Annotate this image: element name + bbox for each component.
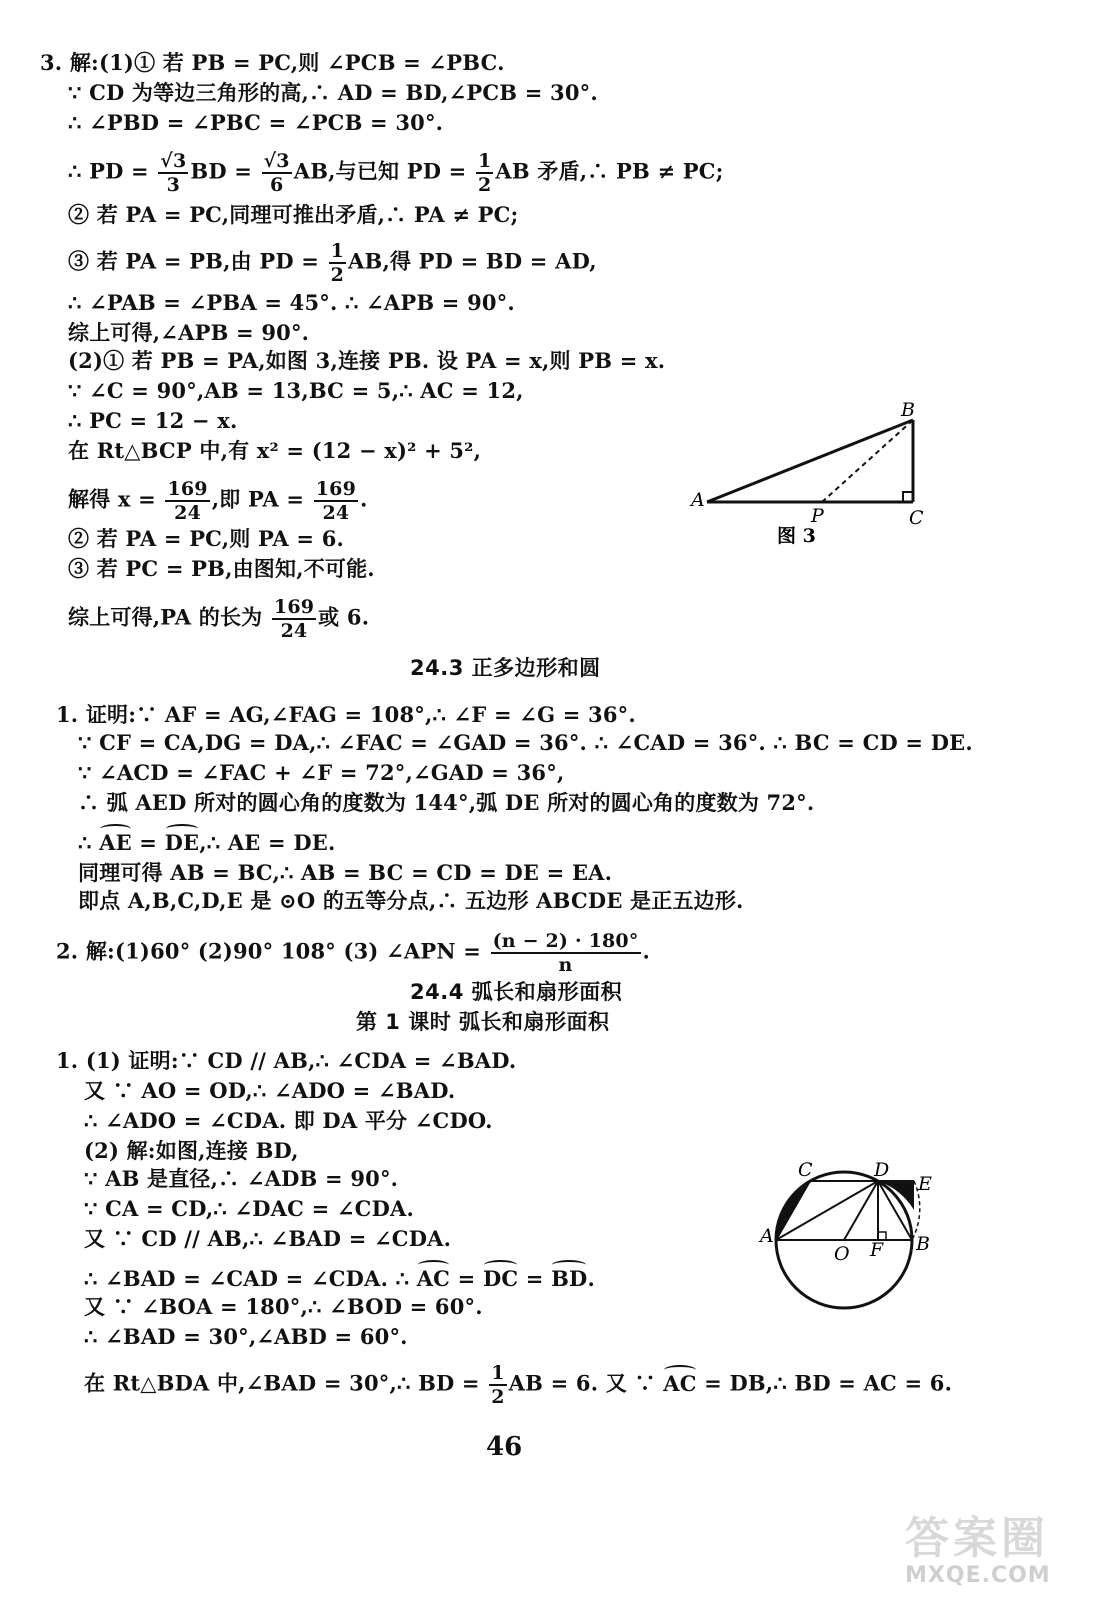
text-line: ∵ ∠ACD = ∠FAC + ∠F = 72°,∠GAD = 36°, (78, 760, 565, 785)
section-heading: 24.3 正多边形和圆 (410, 656, 601, 680)
text-line: ∴ ∠ADO = ∠CDA. 即 DA 平分 ∠CDO. (84, 1108, 493, 1133)
figure-3-triangle (685, 398, 945, 548)
text-line: (2) 解:如图,连接 BD, (84, 1138, 299, 1163)
text-line: 2. 解:(1)60° (2)90° 108° (3) ∠APN = $\frac{(n - 2) \cdot 180^\circ}{n}$ . (56, 930, 651, 976)
text-line: ∵ ∠C = 90°,AB = 13,BC = 5,∴ AC = 12, (68, 378, 524, 403)
text-line: ∴ ∠BAD = 30°,∠ABD = 60°. (84, 1324, 408, 1349)
watermark-url: MXQE.COM (905, 1563, 1051, 1588)
fraction: $\frac{√3}{3}$ (160, 150, 187, 196)
text-line: 在 Rt△BDA 中,∠BAD = 30°,∴ BD = $\frac{1}{2}$ AB = 6. 又 ∵ AC = DB,∴ BD = AC = 6. (84, 1362, 953, 1408)
text-line: 又 ∵ AO = OD,∴ ∠ADO = ∠BAD. (84, 1078, 456, 1103)
text-line: ∴ AE = DE,∴ AE = DE. (78, 828, 335, 858)
text-line: ∴ PC = 12 − x. (68, 408, 238, 433)
fraction: $\frac{169}{24}$ (273, 596, 315, 642)
label-A: A (691, 489, 705, 511)
label-O: O (834, 1243, 850, 1265)
label-B: B (916, 1233, 930, 1255)
fraction: $\frac{169}{24}$ (315, 478, 357, 524)
label-C: C (909, 507, 924, 529)
text-line: 解得 x = $\frac{169}{24}$ ,即 PA = $\frac{169}{24}$ . (68, 478, 368, 524)
figure-caption: 图 3 (777, 525, 816, 547)
text-line: 3. 解:(1)① 若 PB = PC,则 ∠PCB = ∠PBC. (40, 50, 505, 75)
text-line: 在 Rt△BCP 中,有 x² = (12 − x)² + 5², (68, 438, 482, 463)
label-D: D (874, 1159, 890, 1181)
text-line: ∴ ∠PAB = ∠PBA = 45°. ∴ ∠APB = 90°. (68, 290, 515, 315)
figure-circle (756, 1150, 946, 1320)
text-line: ③ 若 PC = PB,由图知,不可能. (68, 556, 375, 581)
text-line: ∴ ∠BAD = ∠CAD = ∠CDA. ∴ AC = DC = BD. (84, 1264, 595, 1294)
label-F: F (870, 1239, 884, 1261)
watermark-logo-text: 答案圈 (905, 1513, 1049, 1564)
arc-notation: BD (551, 1264, 587, 1294)
text-line: 综上可得,PA 的长为 $\frac{169}{24}$ 或 6. (68, 596, 370, 642)
section-heading: 24.4 弧长和扇形面积 (410, 980, 623, 1004)
label-C: C (798, 1159, 813, 1181)
text-line: ③ 若 PA = PB,由 PD = $\frac{1}{2}$ AB,得 PD = BD = AD, (68, 240, 597, 286)
lesson-heading: 第 1 课时 弧长和扇形面积 (356, 1010, 610, 1034)
label-E: E (918, 1173, 932, 1195)
segment-PB (822, 420, 913, 502)
arc-notation: AC (417, 1264, 450, 1294)
text-line: 即点 A,B,C,D,E 是 ⊙O 的五等分点,∴ 五边形 ABCDE 是正五边形. (78, 888, 744, 913)
arc-notation: AE (99, 828, 132, 858)
text-line: ∵ CA = CD,∴ ∠DAC = ∠CDA. (84, 1196, 415, 1221)
text-line: ∴ PD = $\frac{√3}{3}$ BD = $\frac{√3}{6}$ AB,与已知 PD = $\frac{1}{2}$ AB 矛盾,∴ PB ≠ PC; (68, 150, 724, 196)
fraction: $\frac{1}{2}$ (330, 240, 345, 286)
text-line: ∴ 弧 AED 所对的圆心角的度数为 144°,弧 DE 所对的圆心角的度数为 72°. (78, 790, 815, 815)
text-line: ∵ AB 是直径,∴ ∠ADB = 90°. (84, 1166, 399, 1191)
page-number: 46 (486, 1432, 523, 1462)
text-line: 综上可得,∠APB = 90°. (68, 320, 310, 345)
text-line: 又 ∵ ∠BOA = 180°,∴ ∠BOD = 60°. (84, 1294, 483, 1319)
text-line: ∴ ∠PBD = ∠PBC = ∠PCB = 30°. (68, 110, 444, 135)
arc-notation: DC (483, 1264, 518, 1294)
text-line: (2)① 若 PB = PA,如图 3,连接 PB. 设 PA = x,则 PB = x. (68, 348, 666, 373)
fraction: $\frac{√3}{6}$ (263, 150, 290, 196)
arc-notation: DE (165, 828, 200, 858)
text-line: 1. 证明:∵ AF = AG,∠FAG = 108°,∴ ∠F = ∠G = 36°. (56, 702, 636, 727)
fraction: $\frac{1}{2}$ (478, 150, 492, 196)
watermark (905, 1515, 1085, 1595)
fraction: $\frac{1}{2}$ (491, 1362, 505, 1408)
text-line: ② 若 PA = PC,则 PA = 6. (68, 526, 345, 551)
text-line: ② 若 PA = PC,同理可推出矛盾,∴ PA ≠ PC; (68, 202, 519, 227)
fraction: $\frac{(n - 2) \cdot 180^\circ}{n}$ (492, 930, 639, 976)
text-line: ∵ CD 为等边三角形的高,∴ AD = BD,∠PCB = 30°. (68, 80, 598, 105)
text-line: 1. (1) 证明:∵ CD // AB,∴ ∠CDA = ∠BAD. (56, 1048, 517, 1073)
label-B: B (901, 399, 915, 421)
arc-notation: AC (663, 1369, 696, 1399)
text-line: 又 ∵ CD // AB,∴ ∠BAD = ∠CDA. (84, 1226, 452, 1251)
text-line: ∵ CF = CA,DG = DA,∴ ∠FAC = ∠GAD = 36°. ∴ ∠CAD = 36°. ∴ BC = CD = DE. (78, 730, 973, 755)
side-AB (707, 420, 913, 502)
label-A: A (760, 1225, 774, 1247)
label-P: P (811, 505, 824, 527)
fraction: $\frac{169}{24}$ (167, 478, 208, 524)
text-line: 同理可得 AB = BC,∴ AB = BC = CD = DE = EA. (78, 860, 613, 885)
